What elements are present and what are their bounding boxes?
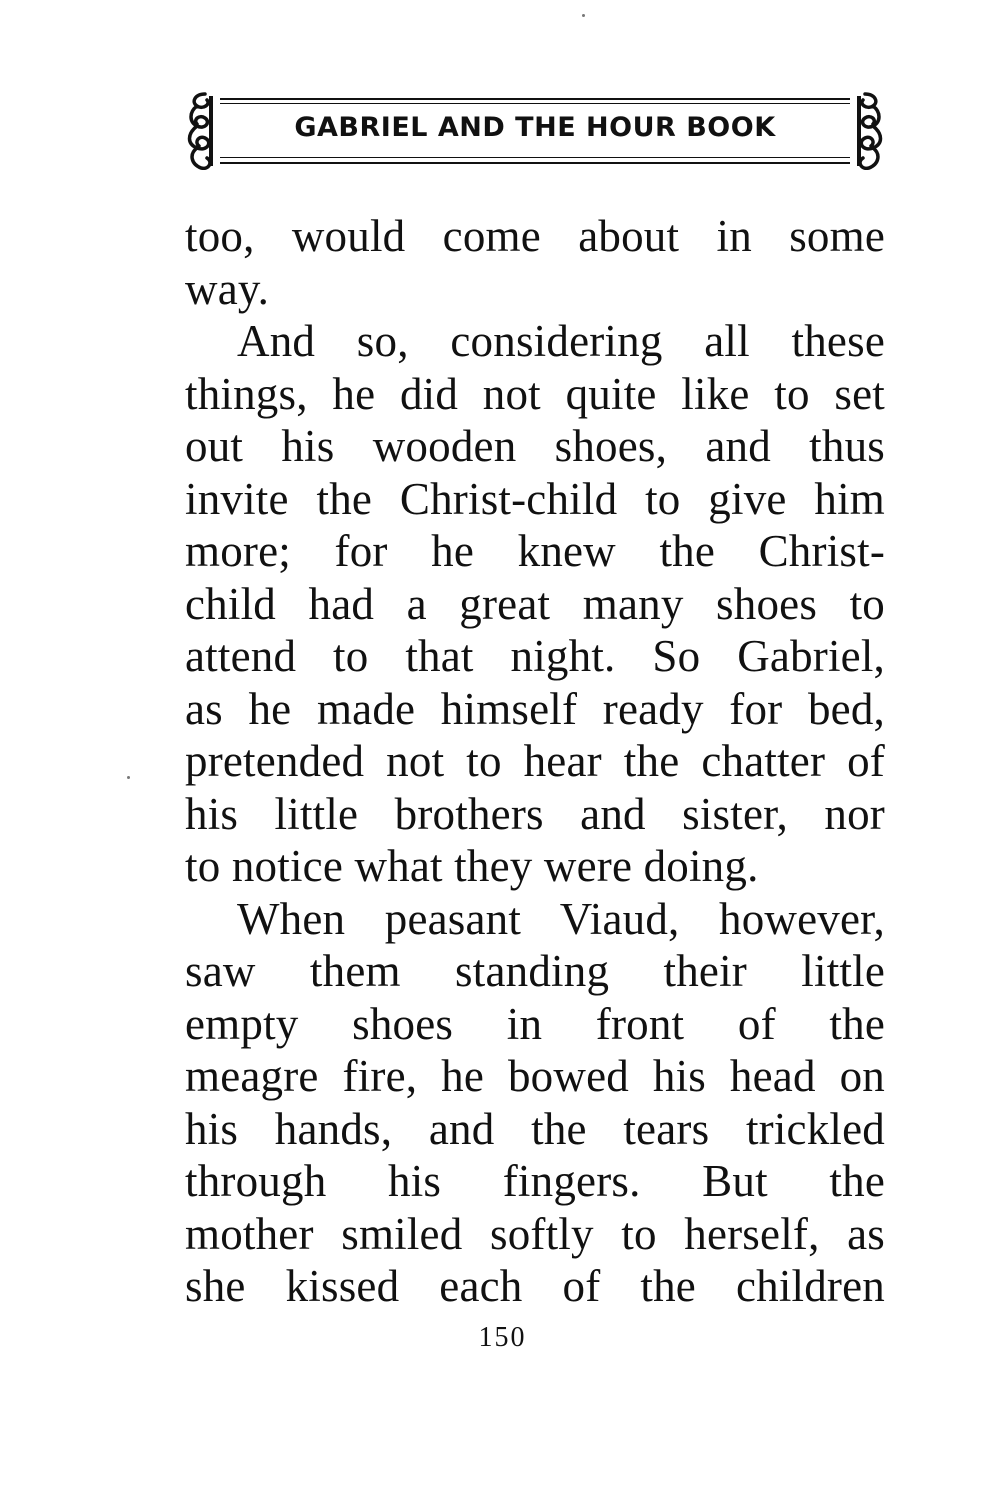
text-line: When peasant Viaud, however, <box>237 893 885 944</box>
text-line: And so, considering all these <box>237 316 885 366</box>
text-line: things, he did not quite like to set <box>185 368 885 419</box>
text-line: too, would come about in some <box>185 211 885 261</box>
running-head <box>185 92 885 172</box>
paragraph <box>185 210 885 315</box>
text-line: pretended not to hear the chatter of <box>185 736 885 786</box>
text-line: meagre fire, he bowed his head on <box>185 1051 885 1101</box>
text-line: as he made himself ready for bed, <box>185 683 885 734</box>
text-line: saw them standing their little <box>185 946 885 996</box>
header-rule-bottom <box>220 162 850 164</box>
paragraph <box>185 315 885 893</box>
text-line: his hands, and the tears trickled <box>185 1103 885 1154</box>
text-line: to notice what they were doing. <box>185 841 759 891</box>
text-line: way. <box>185 263 270 314</box>
text-line: out his wooden shoes, and thus <box>185 421 885 471</box>
running-head-title: GABRIEL AND THE HOUR BOOK <box>294 112 776 143</box>
text-line: child had a great many shoes to <box>185 578 885 629</box>
text-line: more; for he knew the Christ- <box>185 526 885 576</box>
header-rule-bottom-thin <box>220 157 850 158</box>
header-rule-top-thin <box>220 103 850 104</box>
body-text <box>185 210 885 1313</box>
text-line: empty shoes in front of the <box>185 998 885 1049</box>
text-line: invite the Christ-child to give him <box>185 473 885 524</box>
header-rule-top <box>220 98 850 100</box>
paragraph <box>185 893 885 1313</box>
text-line: his little brothers and sister, nor <box>185 788 885 839</box>
scan-speck <box>582 14 585 17</box>
scan-speck <box>127 776 130 779</box>
scroll-ornament-icon <box>851 92 885 170</box>
text-line: attend to that night. So Gabriel, <box>185 631 885 681</box>
text-line: she kissed each of the children <box>185 1261 885 1311</box>
text-line: mother smiled softly to herself, as <box>185 1208 885 1259</box>
text-line: through his fingers. But the <box>185 1156 885 1206</box>
page-number: 150 <box>478 1322 527 1353</box>
